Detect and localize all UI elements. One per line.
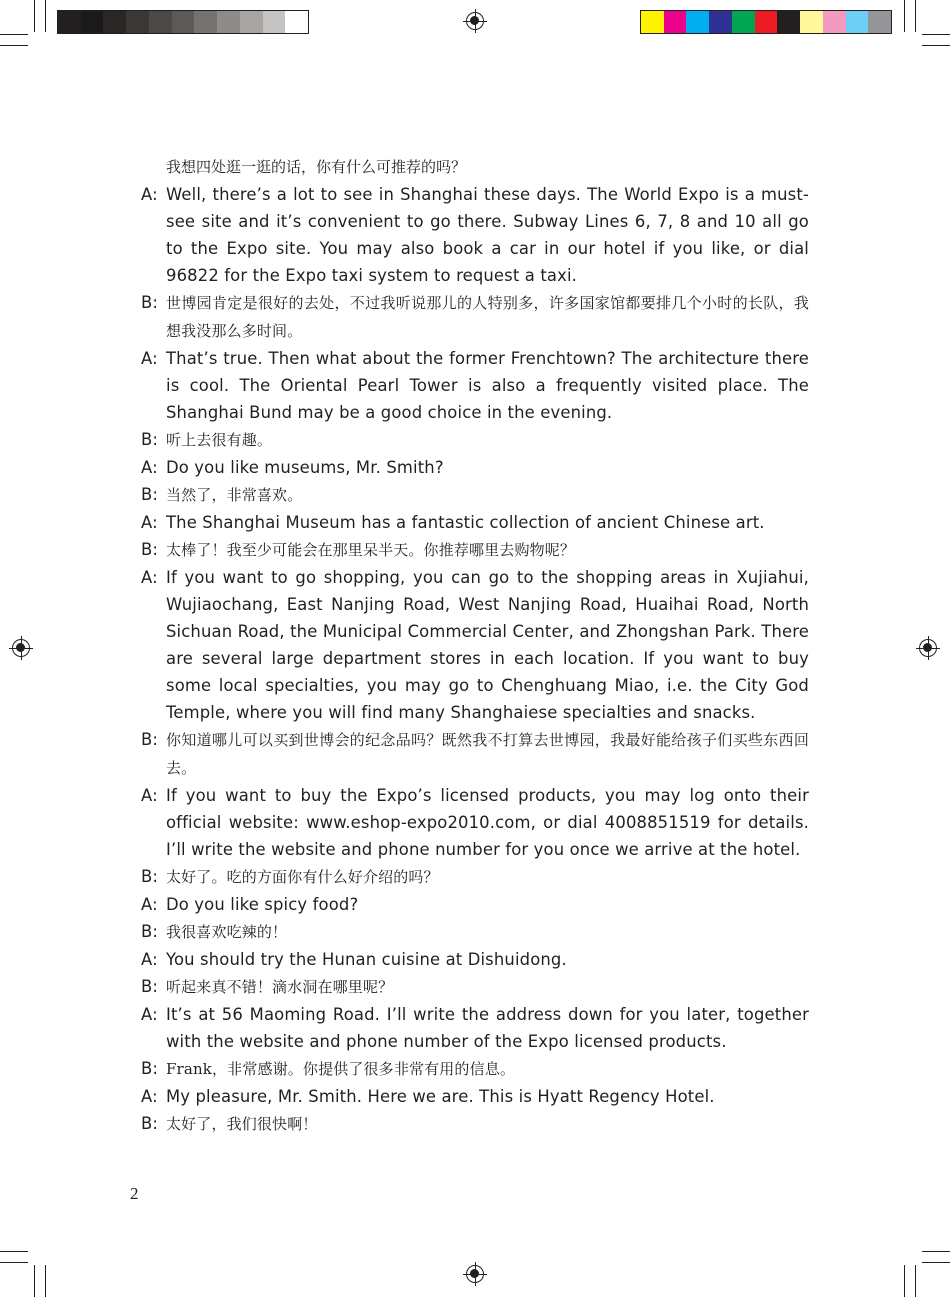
speaker-label: B: bbox=[141, 867, 159, 886]
color-swatch bbox=[263, 11, 286, 33]
dialogue-line bbox=[141, 564, 809, 726]
dialogue-line bbox=[141, 1055, 809, 1083]
dialogue-line bbox=[141, 1083, 809, 1110]
dialogue-line bbox=[141, 1001, 809, 1055]
registration-mark-top-icon bbox=[466, 12, 484, 30]
color-swatch bbox=[777, 11, 800, 33]
dialogue-line bbox=[141, 481, 809, 509]
color-swatch bbox=[641, 11, 664, 33]
dialogue-line bbox=[141, 426, 809, 454]
color-swatch bbox=[149, 11, 172, 33]
color-swatch bbox=[800, 11, 823, 33]
speaker-label: A: bbox=[141, 568, 158, 587]
speaker-label: A: bbox=[141, 1087, 158, 1106]
dialogue-text: Do you like museums, Mr. Smith? bbox=[166, 458, 444, 477]
color-swatch bbox=[868, 11, 891, 33]
dialogue-body bbox=[141, 154, 809, 1138]
dialogue-line bbox=[141, 863, 809, 891]
dialogue-text: If you want to go shopping, you can go to the shopping areas in Xujiahui, Wujiaochang, East Nanjing Road, West Nanjing Road, Huaihai Road, North Sichuan Road, the Municipal Commercial Center, and Zhongshan Park. There are several large department stores in each location. If you want to buy some local specialties, you may go to Chenghuang Miao, i.e. the City God Temple, where you will find many Shanghaiese specialties and snacks. bbox=[166, 568, 809, 722]
color-swatch bbox=[172, 11, 195, 33]
dialogue-text: 太棒了！我至少可能会在那里呆半天。你推荐哪里去购物呢？ bbox=[166, 541, 576, 559]
dialogue-line bbox=[141, 345, 809, 426]
dialogue-text: 太好了。吃的方面你有什么好介绍的吗？ bbox=[166, 868, 439, 886]
color-swatch bbox=[103, 11, 126, 33]
dialogue-text: It’s at 56 Maoming Road. I’ll write the address down for you later, together with the website and phone number of the Expo licensed products. bbox=[166, 1005, 809, 1051]
dialogue-line bbox=[141, 726, 809, 782]
color-swatch bbox=[194, 11, 217, 33]
dialogue-line bbox=[141, 782, 809, 863]
speaker-label: A: bbox=[141, 513, 158, 532]
dialogue-line bbox=[141, 289, 809, 345]
color-swatch bbox=[217, 11, 240, 33]
speaker-label: A: bbox=[141, 458, 158, 477]
color-swatch bbox=[823, 11, 846, 33]
dialogue-text: 你知道哪儿可以买到世博会的纪念品吗？既然我不打算去世博园，我最好能给孩子们买些东西回去。 bbox=[166, 731, 809, 777]
speaker-label: A: bbox=[141, 1005, 158, 1024]
speaker-label: B: bbox=[141, 293, 159, 312]
dialogue-text: 听起来真不错！滴水洞在哪里呢？ bbox=[166, 978, 394, 996]
dialogue-line bbox=[141, 536, 809, 564]
speaker-label: A: bbox=[141, 950, 158, 969]
dialogue-text: You should try the Hunan cuisine at Dishuidong. bbox=[166, 950, 567, 969]
color-swatch bbox=[126, 11, 149, 33]
dialogue-line bbox=[141, 946, 809, 973]
dialogue-text: Do you like spicy food? bbox=[166, 895, 359, 914]
color-swatch bbox=[686, 11, 709, 33]
speaker-label: B: bbox=[141, 540, 159, 559]
dialogue-text: My pleasure, Mr. Smith. Here we are. This is Hyatt Regency Hotel. bbox=[166, 1087, 715, 1106]
grayscale-calibration-bar bbox=[57, 10, 309, 34]
speaker-label: B: bbox=[141, 485, 159, 504]
dialogue-text: That’s true. Then what about the former Frenchtown? The architecture there is cool. The Oriental Pearl Tower is also a frequently visited place. The Shanghai Bund may be a good choice in the evening. bbox=[166, 349, 809, 422]
color-swatch bbox=[846, 11, 869, 33]
registration-mark-left-icon bbox=[12, 639, 30, 657]
dialogue-line bbox=[141, 454, 809, 481]
dialogue-text: Well, there’s a lot to see in Shanghai these days. The World Expo is a must-see site and it’s convenient to go there. Subway Lines 6, 7, 8 and 10 all go to the Expo site. You may also book a car in our hotel if you like, or dial 96822 for the Expo taxi system to request a taxi. bbox=[166, 185, 809, 285]
dialogue-text: 太好了，我们很快啊！ bbox=[166, 1115, 318, 1133]
dialogue-text: 当然了，非常喜欢。 bbox=[166, 486, 303, 504]
dialogue-text: If you want to buy the Expo’s licensed products, you may log onto their official website: www.eshop-expo2010.com, or dial 4008851519 for details. I’ll write the website and phone number for you once we arrive at the hotel. bbox=[166, 786, 809, 859]
dialogue-text: 听上去很有趣。 bbox=[166, 431, 273, 449]
registration-mark-right-icon bbox=[919, 639, 937, 657]
dialogue-intro-line: 我想四处逛一逛的话，你有什么可推荐的吗？ bbox=[166, 158, 467, 176]
speaker-label: B: bbox=[141, 1114, 159, 1133]
color-swatch bbox=[732, 11, 755, 33]
color-calibration-bar bbox=[640, 10, 892, 34]
dialogue-text: The Shanghai Museum has a fantastic collection of ancient Chinese art. bbox=[166, 513, 765, 532]
dialogue-text: 我很喜欢吃辣的！ bbox=[166, 923, 288, 941]
dialogue-line bbox=[141, 1110, 809, 1138]
dialogue-line bbox=[141, 918, 809, 946]
dialogue-text: 世博园肯定是很好的去处，不过我听说那儿的人特别多，许多国家馆都要排几个小时的长队，我想我没那么多时间。 bbox=[166, 294, 809, 340]
speaker-label: B: bbox=[141, 1059, 159, 1078]
dialogue-line bbox=[141, 973, 809, 1001]
speaker-label: A: bbox=[141, 349, 158, 368]
speaker-label: A: bbox=[141, 185, 158, 204]
dialogue-line bbox=[141, 509, 809, 536]
speaker-label: B: bbox=[141, 730, 159, 749]
color-swatch bbox=[755, 11, 778, 33]
speaker-label: B: bbox=[141, 430, 159, 449]
dialogue-line bbox=[141, 181, 809, 289]
speaker-label: A: bbox=[141, 786, 158, 805]
speaker-label: A: bbox=[141, 895, 158, 914]
dialogue-line bbox=[141, 891, 809, 918]
color-swatch bbox=[58, 11, 81, 33]
color-swatch bbox=[664, 11, 687, 33]
dialogue-text: Frank，非常感谢。你提供了很多非常有用的信息。 bbox=[166, 1060, 516, 1078]
page-number: 2 bbox=[130, 1184, 139, 1203]
color-swatch bbox=[285, 11, 308, 33]
color-swatch bbox=[709, 11, 732, 33]
speaker-label: B: bbox=[141, 922, 159, 941]
color-swatch bbox=[240, 11, 263, 33]
registration-mark-bottom-icon bbox=[466, 1265, 484, 1283]
color-swatch bbox=[81, 11, 104, 33]
speaker-label: B: bbox=[141, 977, 159, 996]
